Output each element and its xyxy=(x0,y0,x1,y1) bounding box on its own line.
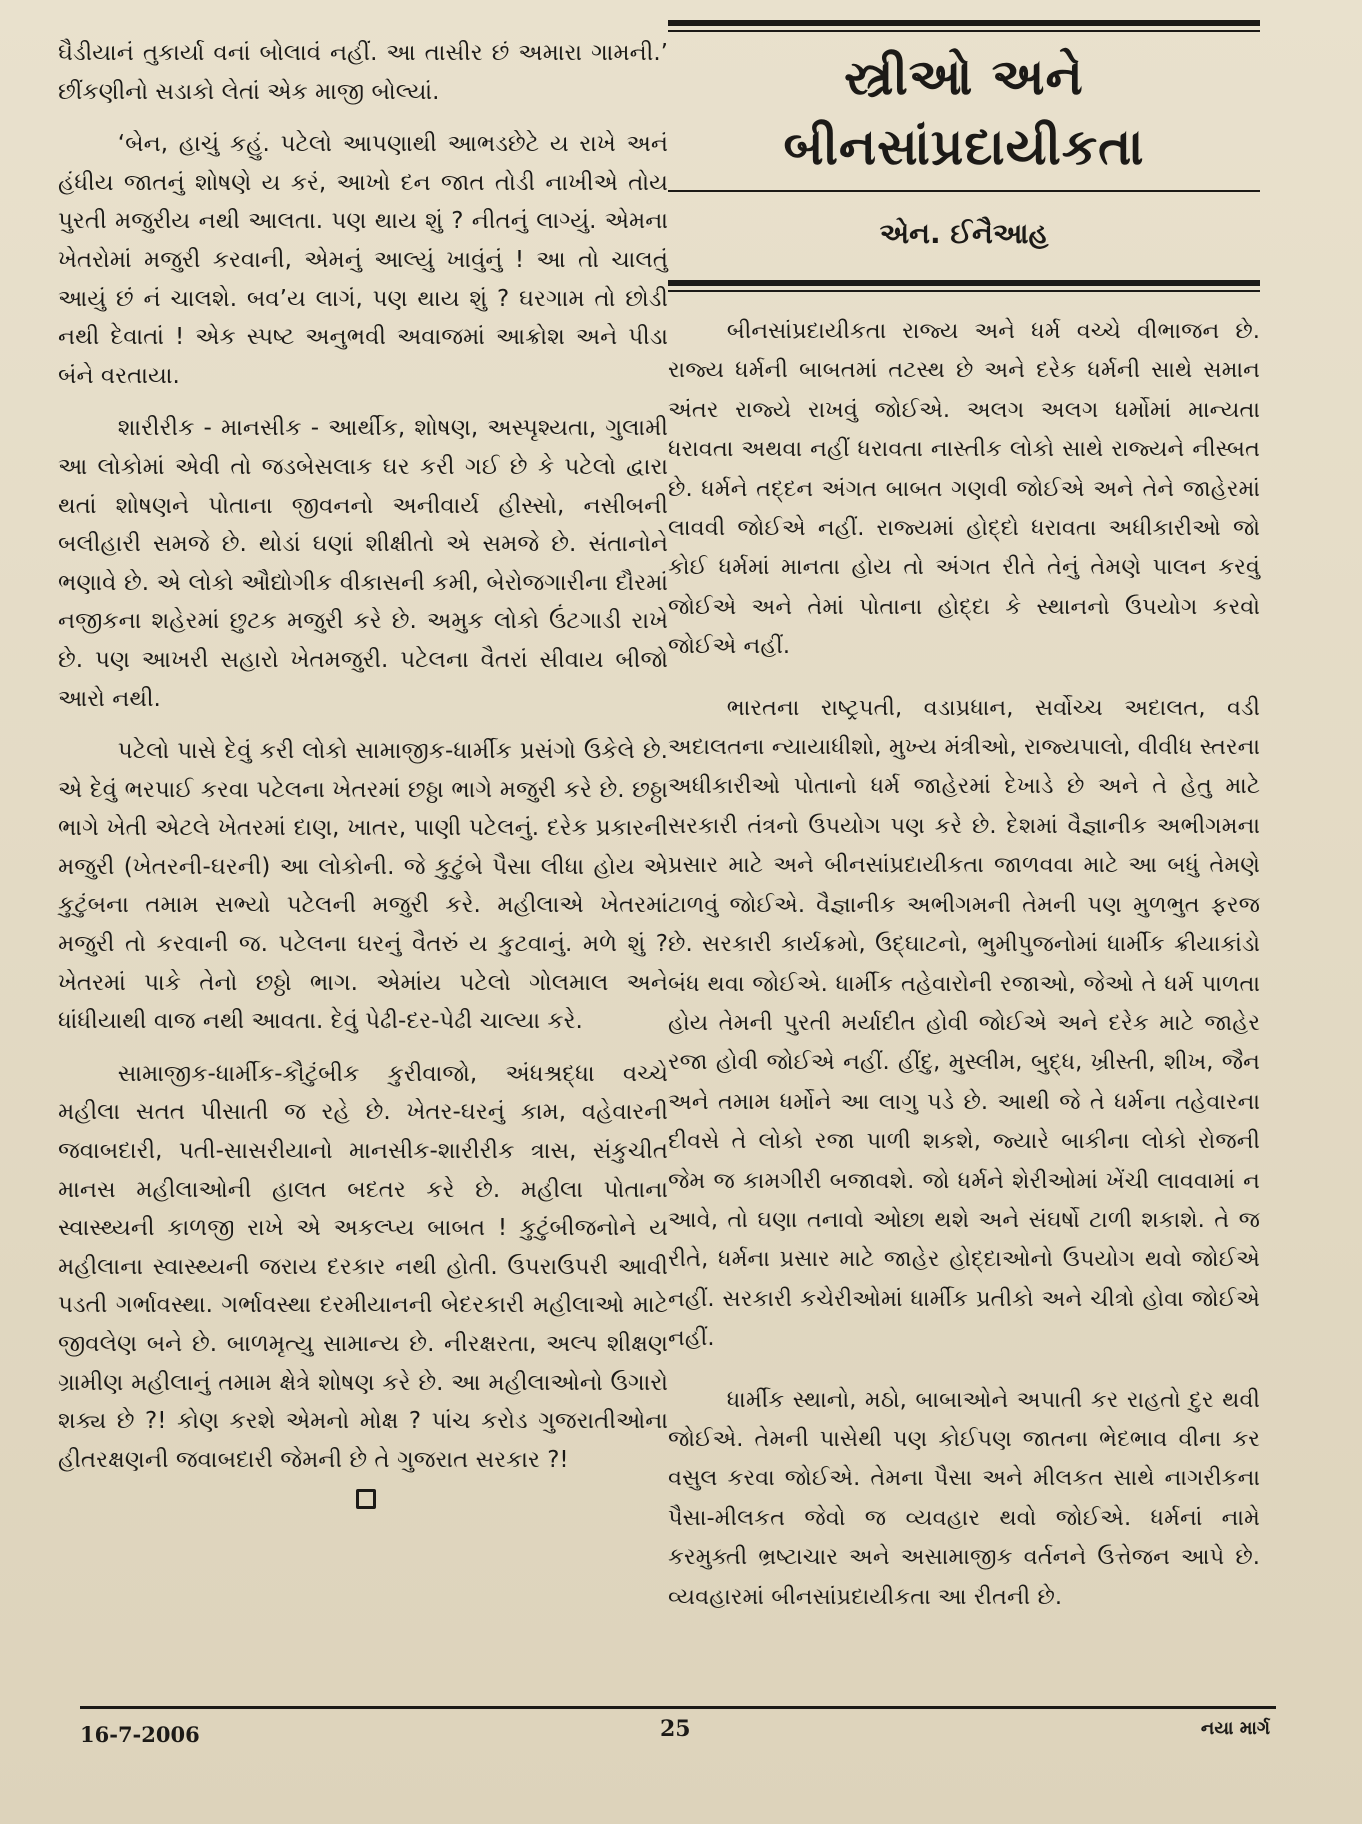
title-bottom-thin-rule xyxy=(668,190,1260,192)
footer-date: 16-7-2006 xyxy=(80,1722,200,1747)
article-column xyxy=(668,0,1260,1639)
author-bottom-thin-rule xyxy=(668,290,1260,292)
title-top-rule xyxy=(668,20,1260,26)
author-bottom-rule xyxy=(668,280,1260,286)
end-of-article-box-icon xyxy=(356,1489,376,1509)
article-author: એન. ઈનૈઆહ xyxy=(879,217,1049,250)
footer-rule xyxy=(80,1706,1276,1709)
continued-paragraph: ઘૈડીયાનં તુકાર્યા વનાં બોલાવં નહીં. આ તાસીર છં અમારા ગામની.’ છીંકણીનો સડાકો લેતાં એક માજી બોલ્યાં. xyxy=(58,40,668,105)
body-paragraph: બીનસાંપ્રદાયીકતા રાજ્ય અને ધર્મ વચ્ચે વીભાજન છે. રાજ્ય ધર્મની બાબતમાં તટસ્થ છે અને દરેક ધર્મની સાથે સમાન અંતર રાજ્યે રાખવું જોઈએ. અલગ અલગ ધર્મોમાં માન્યતા ધરાવતા અથવા નહીં ધરાવતા નાસ્તીક લોકો સાથે રાજ્યને નીસ્બત છે. ધર્મને તદ્દન અંગત બાબત ગણવી જોઈએ અને તેને જાહેરમાં લાવવી જોઈએ નહીં. રાજ્યમાં હોદ્દો ધરાવતા અધીકારીઓ જો કોઈ ધર્મમાં માનતા હોય તો અંગત રીતે તેનું તેમણે પાલન કરવું જોઈએ અને તેમાં પોતાના હોદ્દા કે સ્થાનનો ઉપયોગ કરવો જોઈએ નહીં. xyxy=(668,318,1260,660)
page-number: 25 xyxy=(660,1716,691,1742)
article-title: સ્ત્રીઓ અને બીનસાંપ્રદાયીકતા xyxy=(783,48,1145,176)
title-top-thin-rule xyxy=(668,30,1260,32)
body-paragraph: ‘બેન, હાચું કહું. પટેલો આપણાથી આભડછેટે ય રાખે અનં હંધીય જાતનું શોષણે ય કરં, આખો દન જાત તોડી નાખીએ તોય પુરતી મજુરીય નથી આલતા. પણ થાય શું ? નીતનું લાગ્યું. એમના ખેતરોમાં મજુરી કરવાની, એમનું આલ્યું ખાવુંનું ! આ તો ચાલતું આયું છં નં ચાલશે. બવ’ય લાગં, પણ થાય શું ? ઘરગામ તો છોડી નથી દેવાતાં ! એક સ્પષ્ટ અનુભવી અવાજમાં આક્રોશ અને પીડા બંને વરતાયા. xyxy=(58,131,668,389)
left-column xyxy=(58,0,668,1509)
body-paragraph: શારીરીક - માનસીક - આર્થીક, શોષણ, અસ્પૃશ્યતા, ગુલામી આ લોકોમાં એવી તો જડબેસલાક ઘર કરી ગઈ છે કે પટેલો દ્વારા થતાં શોષણને પોતાના જીવનનો અનીવાર્ય હીસ્સો, નસીબની બલીહારી સમજે છે. થોડાં ઘણાં શીક્ષીતો એ સમજે છે. સંતાનોને ભણાવે છે. એ લોકો ઔદ્યોગીક વીકાસની કમી, બેરોજગારીના દૌરમાં નજીકના શહેરમાં છુટક મજુરી કરે છે. અમુક લોકો ઉંટગાડી રાખે છે. પણ આખરી સહારો ખેતમજુરી. પટેલના વૈતરાં સીવાય બીજો આરો નથી. xyxy=(58,415,668,712)
body-paragraph: સામાજીક-ધાર્મીક-કૌટુંબીક કુરીવાજો, અંધશ્રદ્ધા વચ્ચે મહીલા સતત પીસાતી જ રહે છે. ખેતર-ઘરનું કામ, વહેવારની જવાબદારી, પતી-સાસરીયાનો માનસીક-શારીરીક ત્રાસ, સંકુચીત માનસ મહીલાઓની હાલત બદતર કરે છે. મહીલા પોતાના સ્વાસ્થ્યની કાળજી રાખે એ અકલ્પ્ય બાબત ! કુટુંબીજનોને ય મહીલાના સ્વાસ્થ્યની જરાય દરકાર નથી હોતી. ઉપરાઉપરી આવી પડતી ગર્ભાવસ્થા. ગર્ભાવસ્થા દરમીયાનની બેદરકારી મહીલાઓ માટે જીવલેણ બને છે. બાળમૃત્યુ સામાન્ય છે. નીરક્ષરતા, અલ્પ શીક્ષણ ગ્રામીણ મહીલાનું તમામ ક્ષેત્રે શોષણ કરે છે. આ મહીલાઓનો ઉગારો શક્ય છે ?! કોણ કરશે એમનો મોક્ષ ? પાંચ કરોડ ગુજરાતીઓના હીતરક્ષણની જવાબદારી જેમની છે તે ગુજરાત સરકાર ?! xyxy=(58,1060,668,1473)
body-paragraph: ભારતના રાષ્ટ્રપતી, વડાપ્રધાન, સર્વોચ્ચ અદાલત, વડી અદાલતના ન્યાયાધીશો, મુખ્ય મંત્રીઓ, રાજ્યપાલો, વીવીધ સ્તરના અધીકારીઓ પોતાનો ધર્મ જાહેરમાં દેખાડે છે અને તે હેતુ માટે સરકારી તંત્રનો ઉપયોગ પણ કરે છે. દેશમાં વૈજ્ઞાનીક અભીગમના પ્રસાર માટે અને બીનસાંપ્રદાયીકતા જાળવવા માટે આ બધું તેમણે ટાળવું જોઈએ. વૈજ્ઞાનીક અભીગમની તેમની પણ મુળભુત ફરજ છે. સરકારી કાર્યક્રમો, ઉદ્ઘાટનો, ભુમીપુજનોમાં ધાર્મીક ક્રીયાકાંડો બંધ થવા જોઈએ. ધાર્મીક તહેવારોની રજાઓ, જેઓ તે ધર્મ પાળતા હોય તેમની પુરતી મર્યાદીત હોવી જોઈએ અને દરેક માટે જાહેર રજા હોવી જોઈએ નહીં. હીંદુ, મુસ્લીમ, બુદ્ધ, ખ્રીસ્તી, શીખ, જૈન અને તમામ ધર્મોને આ લાગુ પડે છે. આથી જે તે ધર્મના તહેવારના દીવસે તે લોકો રજા પાળી શકશે, જ્યારે બાકીના લોકો રોજની જેમ જ કામગીરી બજાવશે. જો ધર્મને શેરીઓમાં ખેંચી લાવવામાં ન આવે, તો ઘણા તનાવો ઓછા થશે અને સંઘર્ષો ટાળી શકાશે. તે જ રીતે, ધર્મના પ્રસાર માટે જાહેર હોદ્દાઓનો ઉપયોગ થવો જોઈએ નહીં. સરકારી કચેરીઓમાં ધાર્મીક પ્રતીકો અને ચીત્રો હોવા જોઈએ નહીં. xyxy=(668,694,1260,1352)
body-paragraph: પટેલો પાસે દેવું કરી લોકો સામાજીક-ધાર્મીક પ્રસંગો ઉકેલે છે. એ દેવું ભરપાઈ કરવા પટેલના ખેતરમાં છઠ્ઠા ભાગે મજુરી કરે છે. છઠ્ઠા ભાગે ખેતી એટલે ખેતરમાં દાણ, ખાતર, પાણી પટેલનું. દરેક પ્રકારની મજુરી (ખેતરની-ઘરની) આ લોકોની. જે કુટુંબે પૈસા લીધા હોય એ કુટુંબના તમામ સભ્યો પટેલની મજુરી કરે. મહીલાએ ખેતરમાં મજુરી તો કરવાની જ. પટેલના ઘરનું વૈતરું ય કુટવાનું. મળે શું ? ખેતરમાં પાકે તેનો છઠ્ઠો ભાગ. એમાંય પટેલો ગોલમાલ અને ધાંધીયાથી વાજ નથી આવતા. દેવું પેઢી-દર-પેઢી ચાલ્યા કરે. xyxy=(58,738,668,1035)
body-paragraph: ધાર્મીક સ્થાનો, મઠો, બાબાઓને અપાતી કર રાહતો દુર થવી જોઈએ. તેમની પાસેથી પણ કોઈપણ જાતના ભેદભાવ વીના કર વસુલ કરવા જોઈએ. તેમના પૈસા અને મીલકત સાથે નાગરીકના પૈસા-મીલકત જેવો જ વ્યવહાર થવો જોઈએ. ધર્મનાં નામે કરમુક્તી ભ્રષ્ટાચાર અને અસામાજીક વર્તનને ઉત્તેજન આપે છે. વ્યવહારમાં બીનસાંપ્રદાયીકતા આ રીતની છે. xyxy=(668,1386,1260,1610)
magazine-name: નયા માર્ગ xyxy=(1200,1718,1270,1739)
